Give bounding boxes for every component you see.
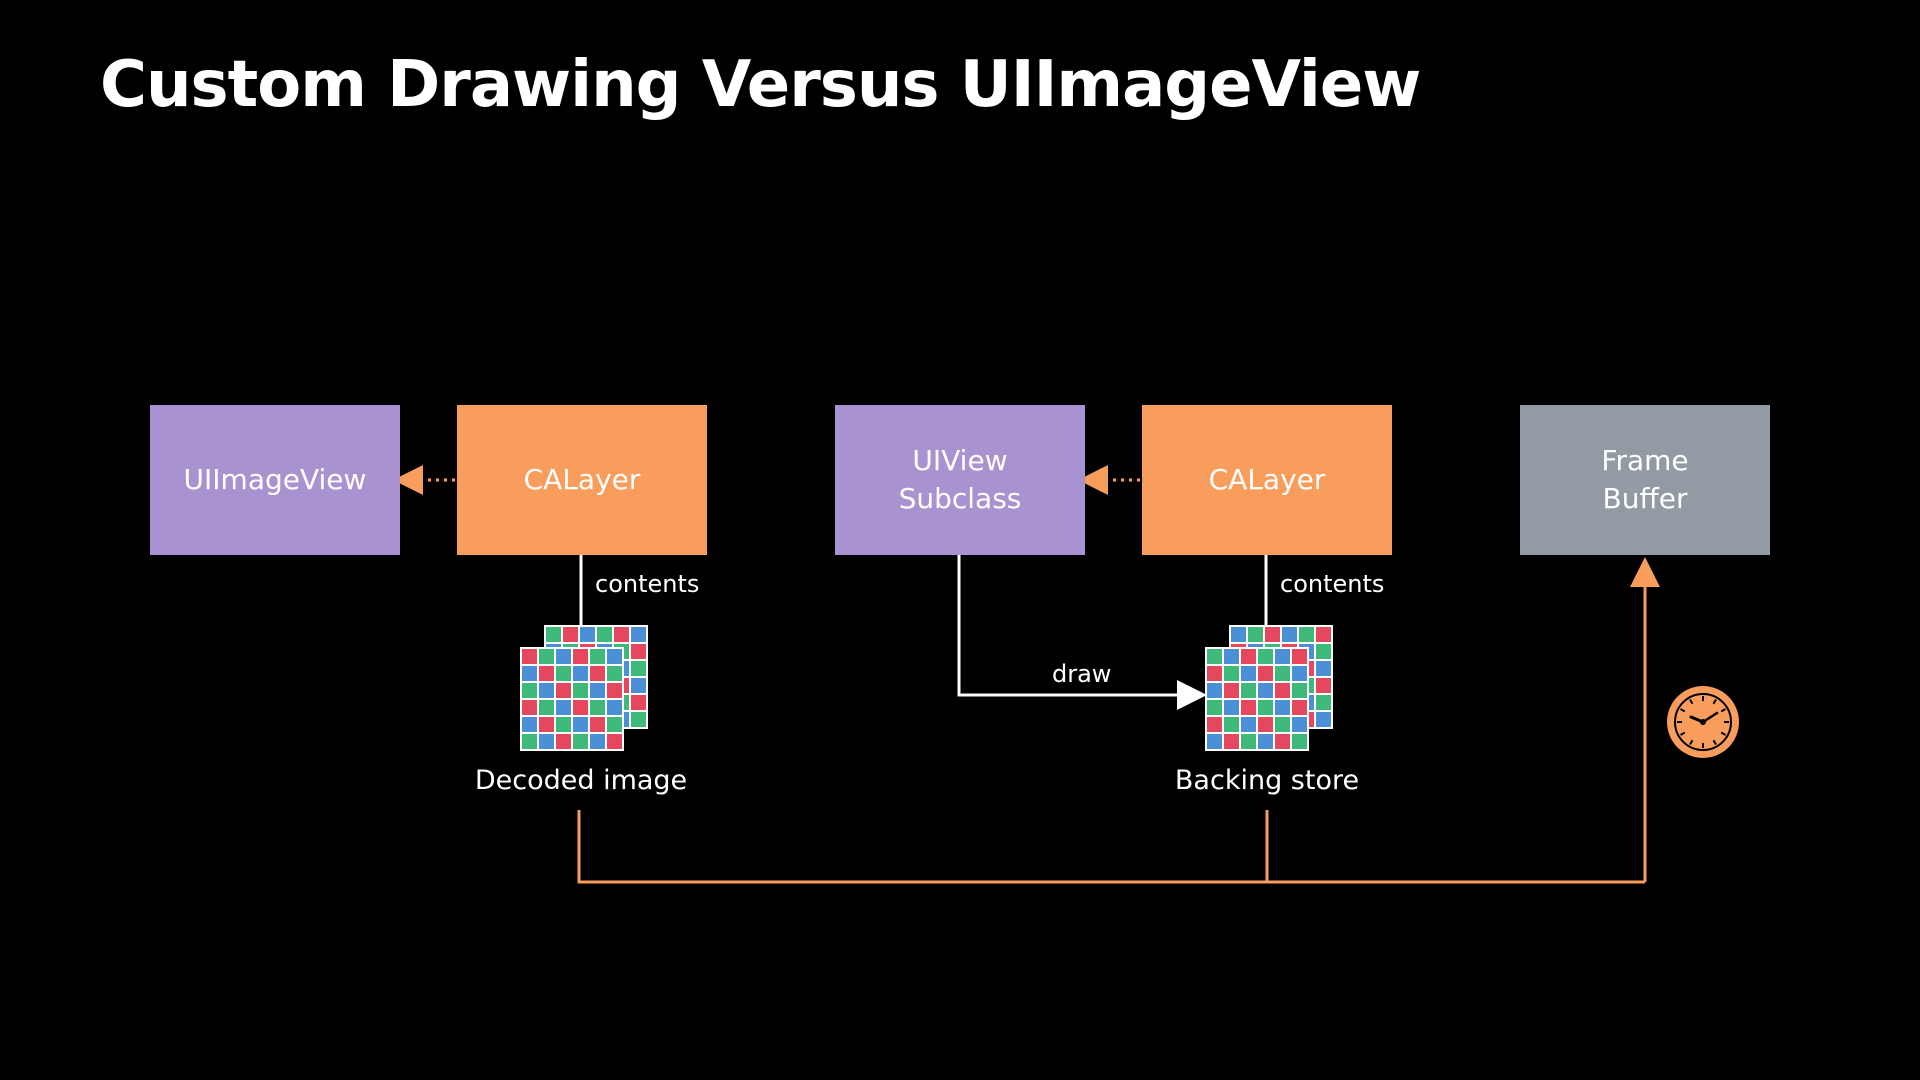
pixel-cell: [1315, 711, 1332, 728]
pixel-cell: [555, 699, 572, 716]
pixel-cell: [1291, 665, 1308, 682]
pixel-cell: [606, 665, 623, 682]
pixel-cell: [1240, 733, 1257, 750]
pixel-cell: [1315, 677, 1332, 694]
pixel-cell: [1230, 626, 1247, 643]
pixel-cell: [606, 716, 623, 733]
pixel-cell: [521, 648, 538, 665]
pixel-cell: [555, 648, 572, 665]
pixel-cell: [521, 682, 538, 699]
backing-store-caption: Backing store: [1174, 765, 1360, 796]
pixel-cell: [630, 626, 647, 643]
left-contents-label: contents: [595, 570, 700, 598]
pixel-cell: [1240, 699, 1257, 716]
pixel-cell: [572, 665, 589, 682]
pixel-cell: [1257, 733, 1274, 750]
pixel-cell: [521, 733, 538, 750]
pixel-cell: [1240, 716, 1257, 733]
pixel-cell: [589, 716, 606, 733]
pixel-cell: [1257, 648, 1274, 665]
uiview-subclass-box: [835, 405, 1085, 555]
pixel-cell: [572, 682, 589, 699]
pixel-cell: [1223, 648, 1240, 665]
pixel-cell: [572, 716, 589, 733]
pixel-cell: [1240, 682, 1257, 699]
pixel-cell: [589, 733, 606, 750]
pixel-cell: [1240, 665, 1257, 682]
uiview-subclass-label: UIView Subclass: [898, 444, 1022, 515]
clock-icon: [1667, 686, 1739, 758]
pixel-cell: [538, 733, 555, 750]
frame-buffer-box: [1520, 405, 1770, 555]
pixel-cell: [1291, 682, 1308, 699]
pixel-cell: [521, 699, 538, 716]
pixel-cell: [1206, 665, 1223, 682]
pixel-cell: [1223, 733, 1240, 750]
slide-title: Custom Drawing Versus UIImageView: [100, 48, 1421, 122]
pixel-cell: [1281, 626, 1298, 643]
pixel-cell: [1206, 699, 1223, 716]
pixel-cell: [1298, 626, 1315, 643]
pixel-cell: [1315, 643, 1332, 660]
decoded-image-grid: [521, 626, 647, 750]
pixel-cell: [596, 626, 613, 643]
pixel-cell: [572, 699, 589, 716]
pixel-cell: [1206, 682, 1223, 699]
render-path-left: [579, 810, 1645, 882]
pixel-cell: [630, 643, 647, 660]
pixel-cell: [572, 648, 589, 665]
pixel-cell: [579, 626, 596, 643]
backing-store-grid: [1206, 626, 1332, 750]
pixel-cell: [1247, 626, 1264, 643]
pixel-cell: [630, 711, 647, 728]
pixel-cell: [606, 733, 623, 750]
decoded-image-caption: Decoded image: [474, 765, 688, 796]
pixel-cell: [589, 665, 606, 682]
pixel-cell: [1274, 716, 1291, 733]
pixel-cell: [555, 716, 572, 733]
draw-label: draw: [1052, 660, 1112, 688]
pixel-cell: [538, 716, 555, 733]
middle-contents-label: contents: [1280, 570, 1385, 598]
pixel-cell: [1315, 694, 1332, 711]
pixel-cell: [1257, 716, 1274, 733]
pixel-cell: [538, 648, 555, 665]
middle-calayer-box: [1142, 405, 1392, 555]
pixel-cell: [1291, 733, 1308, 750]
pixel-cell: [1291, 699, 1308, 716]
pixel-cell: [545, 626, 562, 643]
pixel-cell: [589, 648, 606, 665]
pixel-cell: [630, 694, 647, 711]
pixel-cell: [555, 665, 572, 682]
left-calayer-label: CALayer: [523, 463, 641, 496]
middle-calayer-label: CALayer: [1208, 463, 1326, 496]
pixel-cell: [1223, 665, 1240, 682]
pixel-cell: [606, 682, 623, 699]
pixel-cell: [1206, 733, 1223, 750]
pixel-cell: [589, 699, 606, 716]
left-calayer-box: [457, 405, 707, 555]
pixel-cell: [1264, 626, 1281, 643]
pixel-cell: [606, 648, 623, 665]
pixel-cell: [1274, 699, 1291, 716]
pixel-cell: [1291, 648, 1308, 665]
pixel-cell: [1274, 733, 1291, 750]
pixel-cell: [1274, 648, 1291, 665]
pixel-cell: [572, 733, 589, 750]
pixel-cell: [1257, 665, 1274, 682]
pixel-cell: [538, 699, 555, 716]
pixel-cell: [1315, 626, 1332, 643]
frame-buffer-label: Frame Buffer: [1601, 444, 1689, 515]
pixel-cell: [1240, 648, 1257, 665]
pixel-cell: [1274, 682, 1291, 699]
pixel-cell: [1223, 682, 1240, 699]
pixel-cell: [613, 626, 630, 643]
pixel-cell: [1206, 716, 1223, 733]
pixel-cell: [1223, 716, 1240, 733]
pixel-cell: [630, 677, 647, 694]
pixel-cell: [538, 665, 555, 682]
pixel-cell: [589, 682, 606, 699]
uiimageview-label: UIImageView: [183, 463, 367, 496]
pixel-cell: [521, 716, 538, 733]
pixel-cell: [1291, 716, 1308, 733]
pixel-cell: [1206, 648, 1223, 665]
pixel-cell: [562, 626, 579, 643]
uiimageview-box: [150, 405, 400, 555]
pixel-cell: [538, 682, 555, 699]
pixel-cell: [1274, 665, 1291, 682]
pixel-cell: [555, 733, 572, 750]
pixel-cell: [1257, 682, 1274, 699]
pixel-cell: [1315, 660, 1332, 677]
pixel-cell: [521, 665, 538, 682]
pixel-cell: [606, 699, 623, 716]
pixel-cell: [1223, 699, 1240, 716]
pixel-cell: [630, 660, 647, 677]
pixel-cell: [1257, 699, 1274, 716]
pixel-cell: [555, 682, 572, 699]
